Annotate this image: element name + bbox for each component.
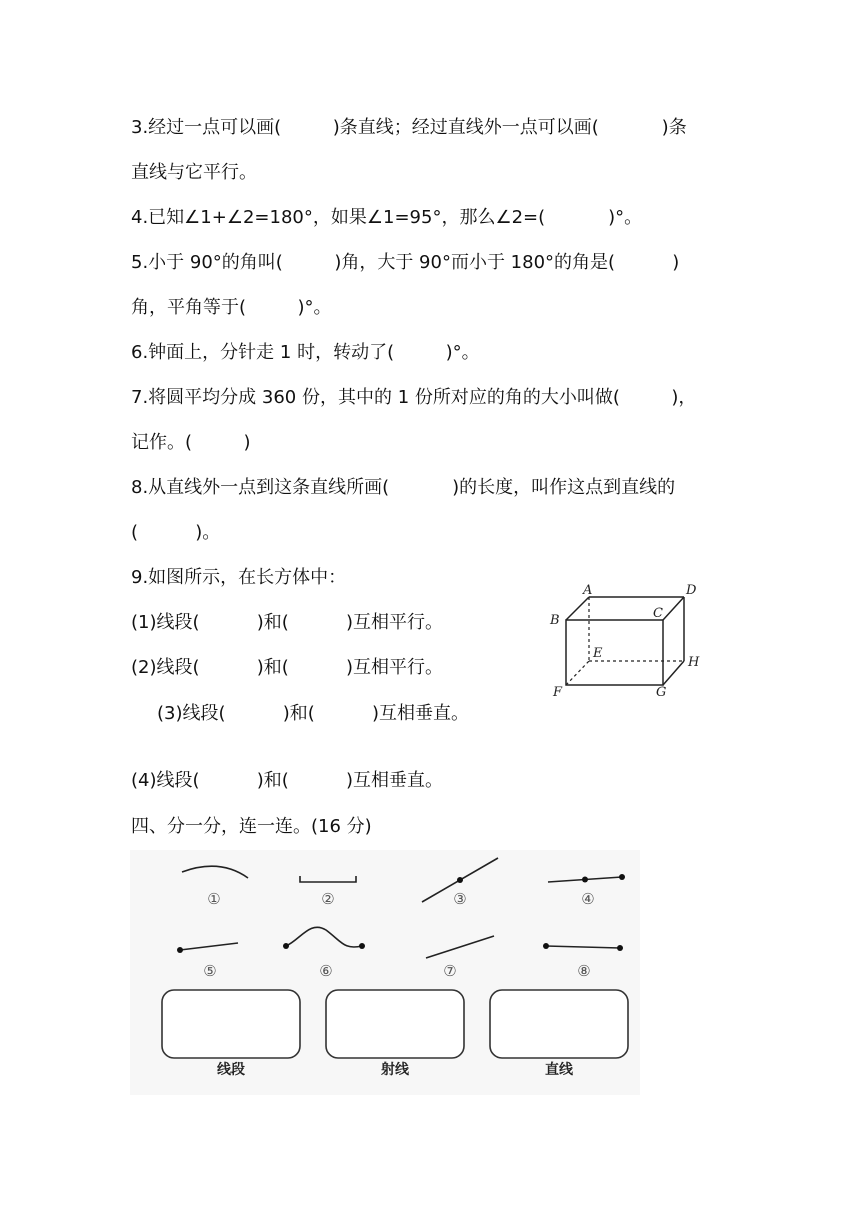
box-line <box>490 990 628 1058</box>
question-8-line-2: ( )。 <box>131 522 221 543</box>
question-9-part-2: (2)线段( )和( )互相平行。 <box>131 657 444 678</box>
edge-GH <box>663 661 684 685</box>
label-B: B <box>550 613 560 628</box>
edge-CD <box>663 597 684 620</box>
question-6: 6.钟面上，分针走 1 时，转动了( )°。 <box>131 342 480 363</box>
question-8-line-1: 8.从直线外一点到这条直线所画( )的长度，叫作这点到直线的 <box>131 477 676 498</box>
shape-5-point <box>177 947 183 953</box>
shape-3-point <box>457 877 463 883</box>
question-3-line-1: 3.经过一点可以画( )条直线；经过直线外一点可以画( )条 <box>131 117 687 138</box>
label-D: D <box>686 583 697 598</box>
label-3: ③ <box>453 890 467 908</box>
label-A: A <box>583 583 593 598</box>
box-segment <box>162 990 300 1058</box>
label-E: E <box>593 646 603 661</box>
box-ray <box>326 990 464 1058</box>
label-H: H <box>688 655 700 670</box>
question-5-line-2: 角，平角等于( )°。 <box>131 297 332 318</box>
shape-8-point-start <box>543 943 549 949</box>
line-classification-figure <box>130 850 640 1095</box>
label-F: F <box>553 685 563 700</box>
question-3-line-2: 直线与它平行。 <box>131 162 257 183</box>
box-ray-label: 射线 <box>381 1062 409 1078</box>
shape-4-point-end <box>619 874 625 880</box>
question-4: 4.已知∠1+∠2=180°，如果∠1=95°，那么∠2=( )°。 <box>131 207 643 228</box>
section-4-title: 四、分一分，连一连。(16 分) <box>131 816 372 837</box>
label-4: ④ <box>581 890 595 908</box>
cuboid-diagram <box>540 578 710 703</box>
label-5: ⑤ <box>203 962 217 980</box>
question-9-part-4: (4)线段( )和( )互相垂直。 <box>131 770 444 791</box>
box-segment-label: 线段 <box>217 1062 245 1078</box>
label-7: ⑦ <box>443 962 457 980</box>
box-line-label: 直线 <box>545 1062 573 1078</box>
cuboid-front-face <box>566 620 663 685</box>
question-9-title: 9.如图所示，在长方体中： <box>131 567 347 588</box>
label-8: ⑧ <box>577 962 591 980</box>
label-2: ② <box>321 890 335 908</box>
question-9-part-1: (1)线段( )和( )互相平行。 <box>131 612 444 633</box>
question-7-line-2: 记作。( ) <box>131 432 251 453</box>
shape-6-point-end <box>359 943 365 949</box>
shape-6-point-start <box>283 943 289 949</box>
edge-FE-hidden <box>566 661 589 685</box>
label-1: ① <box>207 890 221 908</box>
shape-4-point-mid <box>582 877 588 883</box>
question-7-line-1: 7.将圆平均分成 360 份，其中的 1 份所对应的角的大小叫做( )， <box>131 387 697 408</box>
label-6: ⑥ <box>319 962 333 980</box>
label-G: G <box>656 685 667 700</box>
shape-8-point-end <box>617 945 623 951</box>
label-C: C <box>653 606 663 621</box>
question-9-part-3: (3)线段( )和( )互相垂直。 <box>157 703 470 724</box>
question-5-line-1: 5.小于 90°的角叫( )角，大于 90°而小于 180°的角是( ) <box>131 252 680 273</box>
edge-BA <box>566 597 589 620</box>
